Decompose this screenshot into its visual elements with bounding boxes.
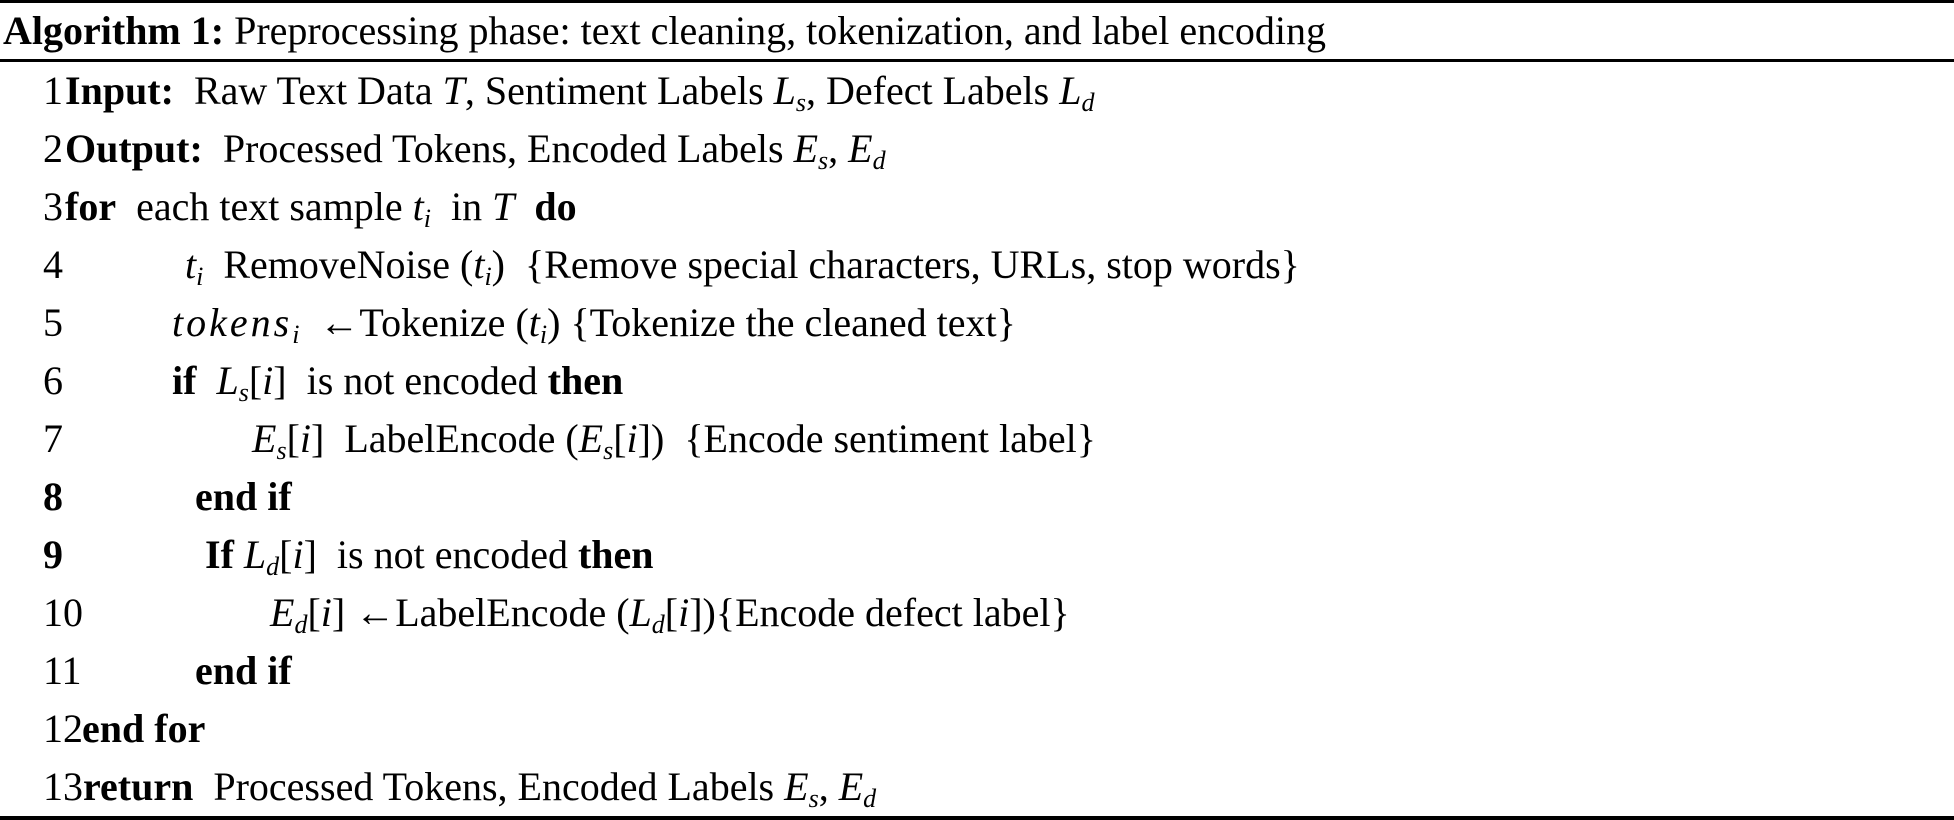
text-segment: i [196,262,204,291]
text-segment: s [276,436,287,465]
algorithm-line [0,700,1954,758]
line-number: 9 [43,532,63,577]
text-segment: i [320,590,332,635]
algorithm-line [0,236,1954,294]
text-segment: , Sentiment Labels [464,68,774,113]
line-number: 2 [43,126,63,171]
text-segment: in [430,184,493,229]
text-segment: do [534,184,577,229]
line-number: 6 [43,358,63,403]
text-segment: for [65,184,117,229]
text-segment: d [294,610,308,639]
line-number: 3 [43,184,63,229]
text-segment: L [773,68,796,113]
text-segment: i [539,320,548,349]
text-segment: E [784,764,809,809]
line-content [172,352,623,415]
text-segment: ]){Encode defect label} [689,590,1070,635]
text-segment: t [185,242,197,287]
algorithm-line [0,410,1954,468]
algorithm-line [0,758,1954,816]
text-segment: Input: [65,68,174,113]
text-segment: E [578,416,604,461]
algorithm-line [0,642,1954,700]
text-segment: L [629,590,652,635]
line-number: 11 [43,648,82,693]
text-segment: i [678,590,690,635]
algorithm-line [0,178,1954,236]
text-segment: E [270,590,295,635]
algorithm-body [0,62,1954,816]
line-content [252,410,1096,473]
text-segment: end if [195,648,292,693]
text-segment: [ [613,416,627,461]
algorithm-line [0,526,1954,584]
text-segment: [ [664,590,679,635]
text-segment: d [651,610,665,639]
line-number: 8 [43,474,63,519]
line-number: 7 [43,416,63,461]
text-segment: i [292,532,304,577]
text-segment: d [1081,88,1095,117]
text-segment: T [442,68,465,113]
line-content [195,642,292,700]
text-segment: Output: [65,126,203,171]
text-segment: , [818,764,839,809]
text-segment: E [838,764,864,809]
algorithm-line [0,468,1954,526]
text-segment: t [412,184,424,229]
text-segment [234,532,244,577]
algorithm-line [0,584,1954,642]
text-segment: ) {Tokenize the cleaned text} [547,300,1016,345]
text-segment: d [872,146,886,175]
text-segment: s [795,88,807,117]
text-segment: end if [195,474,292,519]
text-segment: d [266,552,280,581]
algorithm-title-text: Preprocessing phase: text cleaning, tokenization, and label encoding [224,8,1326,53]
line-number: 4 [43,242,63,287]
text-segment: d [863,784,877,813]
text-segment: ] LabelEncode ( [311,416,579,461]
line-content [172,294,1016,357]
text-segment: , Defect Labels [806,68,1060,113]
text-segment: L [243,532,267,577]
text-segment: E [252,416,277,461]
algorithm-line [0,352,1954,410]
text-segment: s [808,784,819,813]
line-number: 12 [43,706,83,751]
text-segment: i [299,416,312,461]
text-segment: i [626,416,638,461]
text-segment: Processed Tokens, Encoded Labels [193,764,785,809]
line-content [65,178,577,241]
line-content [195,468,292,526]
algorithm-line [0,294,1954,352]
text-segment: return [83,764,194,809]
text-segment: s [238,378,249,407]
text-segment: then [577,532,654,577]
algorithm-line [0,62,1954,120]
line-content [185,236,1300,299]
text-segment: L [216,358,239,403]
line-number: 1 [43,68,63,113]
text-segment: tokens [172,300,293,345]
text-segment: [ [248,358,263,403]
text-segment [196,358,216,403]
line-content [65,120,886,183]
text-segment: ] ←LabelEncode ( [331,590,630,635]
line-content [82,700,205,758]
text-segment: T [492,184,515,229]
text-segment: end for [82,706,206,751]
text-segment: L [1059,68,1082,113]
algorithm-line [0,120,1954,178]
text-segment: RemoveNoise ( [203,242,474,287]
text-segment: ) {Remove special characters, URLs, stop words} [491,242,1300,287]
algorithm-title-label: Algorithm 1: [3,8,225,53]
text-segment [514,184,534,229]
text-segment: Processed Tokens, Encoded Labels [202,126,794,171]
text-segment: t [528,300,540,345]
text-segment: i [484,262,492,291]
line-content [83,758,876,820]
text-segment: ←Tokenize ( [299,300,529,345]
text-segment: Raw Text Data [173,68,443,113]
line-number: 13 [43,764,83,809]
text-segment: i [423,204,431,233]
line-content [65,62,1094,125]
text-segment: t [473,242,485,287]
text-segment: s [818,146,829,175]
text-segment: i [262,358,274,403]
text-segment: ]) {Encode sentiment label} [637,416,1096,461]
text-segment: ] is not encoded [273,358,548,403]
text-segment: E [793,126,819,171]
line-number: 5 [43,300,63,345]
line-content [270,584,1070,647]
text-segment: then [547,358,624,403]
text-segment: [ [286,416,300,461]
text-segment: , [828,126,849,171]
text-segment: [ [307,590,321,635]
algorithm-title [0,3,1954,59]
text-segment: if [172,358,197,403]
text-segment: E [848,126,873,171]
text-segment: If [205,532,234,577]
text-segment: ] is not encoded [303,532,578,577]
text-segment: s [603,436,614,465]
text-segment: each text sample [116,184,413,229]
text-segment: [ [279,532,293,577]
text-segment: i [292,320,300,349]
line-content [205,526,654,589]
line-number: 10 [43,590,83,635]
